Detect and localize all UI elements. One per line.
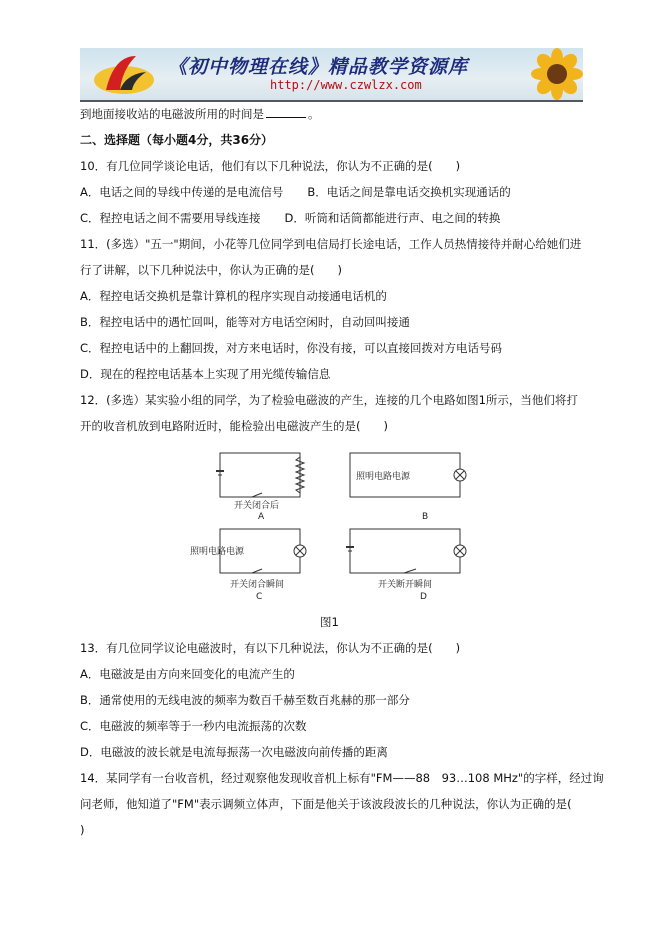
question-13-option-b: B．通常使用的无线电波的频率为数百千赫至数百兆赫的那一部分 — [80, 693, 410, 707]
text-line: 到地面接收站的电磁波所用的时间是 。 — [80, 107, 320, 121]
circuit-d-label: D — [420, 592, 427, 602]
circuit-a-label: A — [258, 512, 265, 522]
circuit-a-switch-label: 开关闭合后 — [234, 501, 280, 511]
sunflower-icon — [523, 48, 583, 100]
banner-url: http://www.czwlzx.com — [270, 78, 422, 92]
circuit-a — [216, 453, 304, 497]
logo-icon — [86, 50, 156, 98]
circuit-b-source-label: 照明电路电源 — [356, 472, 411, 482]
question-12-line-2: 开的收音机放到电路附近时，能检验出电磁波产生的是( ) — [80, 419, 388, 433]
circuit-figure — [190, 445, 470, 605]
question-11-option-c: C．程控电话中的上翻回拨，对方来电话时，你没有接，可以直接回拨对方电话号码 — [80, 341, 503, 355]
circuit-d-switch-label: 开关断开瞬间 — [378, 580, 433, 590]
figure-caption: 图1 — [320, 615, 339, 629]
question-14-line-3: ) — [80, 823, 85, 837]
answer-blank — [266, 106, 306, 118]
question-11-option-d: D．现在的程控电话基本上实现了用光缆传输信息 — [80, 367, 331, 381]
question-10: 10．有几位同学谈论电话，他们有以下几种说法，你认为不正确的是( ) — [80, 159, 461, 173]
circuit-c-source-label: 照明电路电源 — [190, 547, 245, 557]
question-14-line-2: 问老师，他知道了"FM"表示调频立体声，下面是他关于该波段波长的几种说法，你认为正确的是( — [80, 797, 572, 811]
section-heading: 二、选择题（每小题4分，共36分） — [80, 133, 274, 147]
banner-title: 《初中物理在线》精品教学资源库 — [168, 56, 469, 78]
circuit-c-label: C — [256, 592, 263, 602]
question-11-line-2: 行了讲解，以下几种说法中，你认为正确的是( ) — [80, 263, 342, 277]
question-13-option-a: A．电磁波是由方向来回变化的电流产生的 — [80, 667, 295, 681]
header-banner — [80, 48, 583, 102]
circuit-b-label: B — [422, 512, 429, 522]
question-12-line-1: 12．(多选）某实验小组的同学，为了检验电磁波的产生，连接的几个电路如图1所示，当他们将打 — [80, 393, 578, 407]
question-11-line-1: 11．(多选）"五一"期间，小花等几位同学到电信局打长途电话，工作人员热情接待并耐心给她们进 — [80, 237, 582, 251]
circuit-c-switch-label: 开关闭合瞬间 — [230, 580, 285, 590]
question-13: 13．有几位同学议论电磁波时，有以下几种说法，你认为不正确的是( ) — [80, 641, 461, 655]
circuit-d — [346, 529, 466, 573]
question-11-option-a: A．程控电话交换机是靠计算机的程序实现自动接通电话机的 — [80, 289, 387, 303]
question-14-line-1: 14．某同学有一台收音机，经过观察他发现收音机上标有"FM——88 93…108 MHz"的字样，经过询 — [80, 771, 604, 785]
question-10-options-ab: A．电话之间的导线中传递的是电流信号 B．电话之间是靠电话交换机实现通话的 — [80, 185, 511, 199]
question-13-option-c: C．电磁波的频率等于一秒内电流振荡的次数 — [80, 719, 307, 733]
question-13-option-d: D．电磁波的波长就是电流每振荡一次电磁波向前传播的距离 — [80, 745, 388, 759]
question-11-option-b: B．程控电话中的遇忙回叫，能等对方电话空闲时，自动回叫接通 — [80, 315, 410, 329]
question-10-options-cd: C．程控电话之间不需要用导线连接 D．听筒和话筒都能进行声、电之间的转换 — [80, 211, 501, 225]
